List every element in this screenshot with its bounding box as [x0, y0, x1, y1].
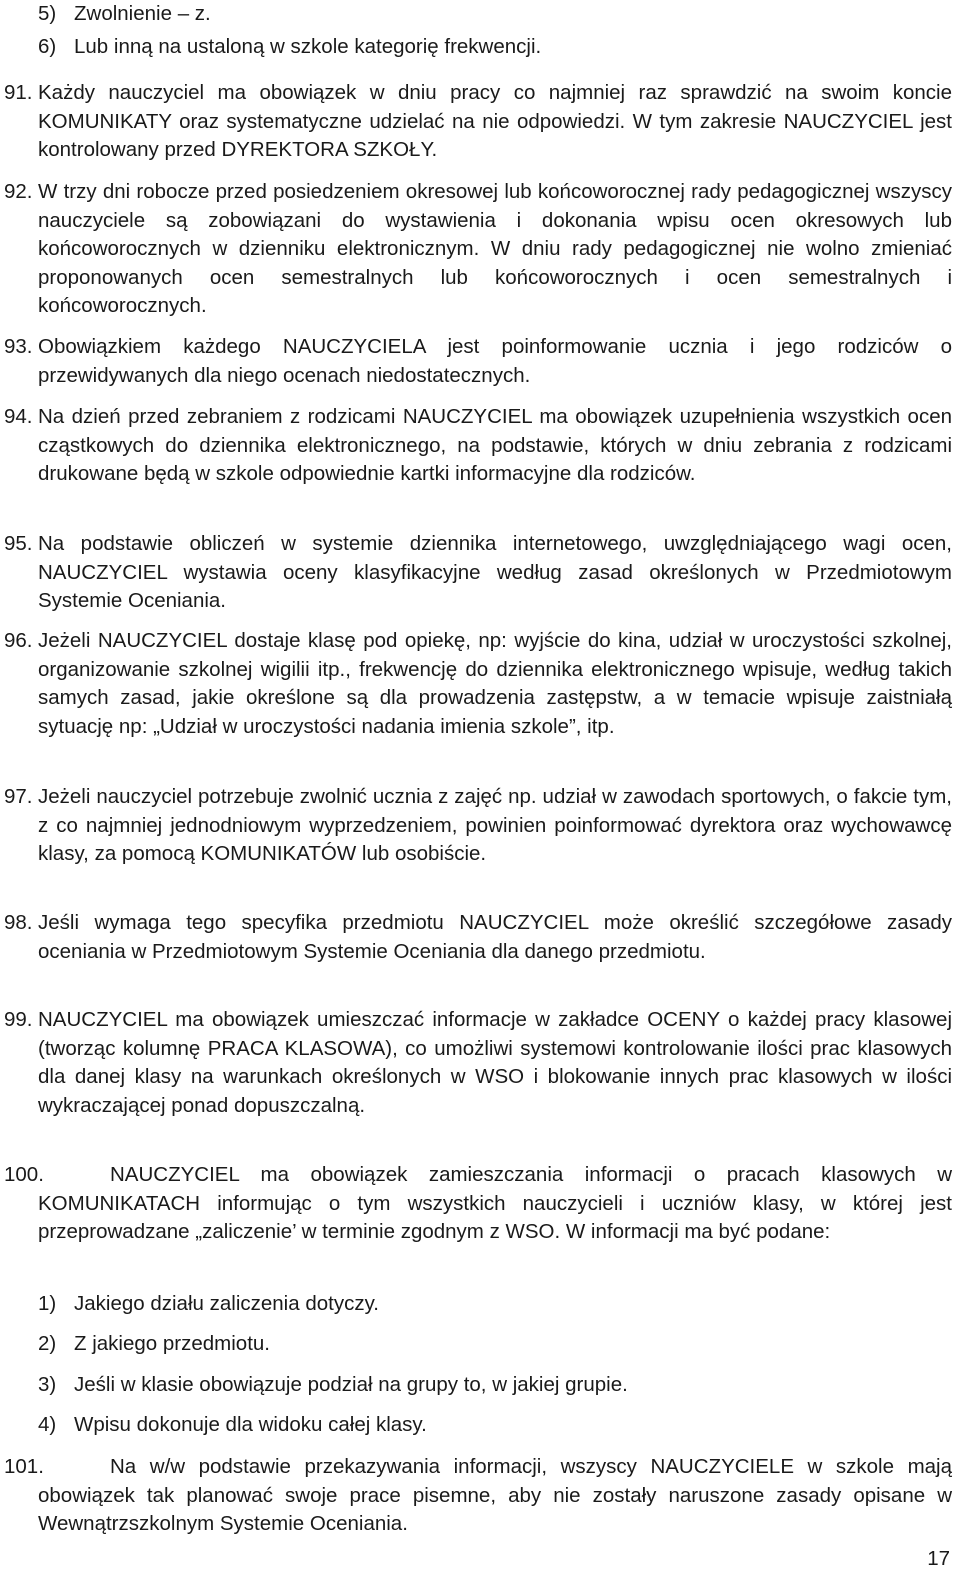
paragraph-text: NAUCZYCIEL ma obowiązek zamieszczania informacji o pracach klasowych w KOMUNIKATACH informując o tym wszystkich nauczycieli i uczniów klasy, w której jest przeprowadzane „zaliczenie’ w terminie zgodnym z WSO. W informacji ma być podane:	[38, 1163, 952, 1243]
list-item-text: Wpisu dokonuje dla widoku całej klasy.	[74, 1413, 427, 1436]
list-item-number: 6)	[38, 35, 57, 58]
paragraph-number: 98.	[4, 911, 33, 934]
paragraph-text: Jeżeli NAUCZYCIEL dostaje klasę pod opiekę, np: wyjście do kina, udział w uroczystości szkolnej, organizowanie szkolnej wigilii itp., frekwencję do dziennika elektronicznego wpisuje, według takich samych zasad, jakie określone są dla prowadzenia zastępstw, a w temacie wpisuje zaistniałą sytuację np: „Udział w uroczystości nadania imienia szkole”, itp.	[38, 629, 952, 738]
paragraph-text: Jeżeli nauczyciel potrzebuje zwolnić ucznia z zajęć np. udział w zawodach sportowych, o fakcie tym, z co najmniej jednodniowym wyprzedzeniem, powinien poinformować dyrektora oraz wychowawcę klasy, za pomocą KOMUNIKATÓW lub osobiście.	[38, 785, 952, 865]
list-item	[38, 1290, 938, 1318]
list-item	[38, 1411, 938, 1439]
paragraph-number: 95.	[4, 532, 33, 555]
paragraph-text: Na w/w podstawie przekazywania informacji, wszyscy NAUCZYCIELE w szkole mają obowiązek tak planować swoje prace pisemne, aby nie zostały naruszone zasady opisane w Wewnątrzszkolnym Systemie Oceniania.	[38, 1455, 952, 1535]
paragraph-99	[4, 1006, 952, 1120]
paragraph-100	[4, 1161, 952, 1247]
list-item-number: 3)	[38, 1373, 57, 1396]
paragraph-number: 99.	[4, 1008, 33, 1031]
paragraph-text: Każdy nauczyciel ma obowiązek w dniu pracy co najmniej raz sprawdzić na swoim koncie KOMUNIKATY oraz systematyczne udzielać na nie odpowiedzi. W tym zakresie NAUCZYCIEL jest kontrolowany przed DYREKTORA SZKOŁY.	[38, 81, 952, 161]
paragraph-number: 96.	[4, 629, 33, 652]
paragraph-101	[4, 1453, 952, 1539]
paragraph-97	[4, 783, 952, 869]
paragraph-number: 91.	[4, 81, 33, 104]
paragraph-text: Na dzień przed zebraniem z rodzicami NAUCZYCIEL ma obowiązek uzupełnienia wszystkich ocen cząstkowych do dziennika elektronicznego, na podstawie, których w dniu zebrania z rodzicami drukowane będą w szkole odpowiednie kartki informacyjne dla rodziców.	[38, 405, 952, 485]
list-item	[38, 0, 938, 28]
list-item-text: Z jakiego przedmiotu.	[74, 1332, 270, 1355]
paragraph-91	[4, 79, 952, 165]
paragraph-number: 92.	[4, 180, 33, 203]
paragraph-text: Obowiązkiem każdego NAUCZYCIELA jest poinformowanie ucznia i jego rodziców o przewidywanych dla niego ocenach niedostatecznych.	[38, 335, 952, 387]
paragraph-98	[4, 909, 952, 966]
list-item-text: Zwolnienie – z.	[74, 2, 211, 25]
paragraph-95	[4, 530, 952, 616]
paragraph-text: Na podstawie obliczeń w systemie dziennika internetowego, uwzględniającego wagi ocen, NAUCZYCIEL wystawia oceny klasyfikacyjne według zasad określonych w Przedmiotowym Systemie Oceniania.	[38, 532, 952, 612]
paragraph-number: 94.	[4, 405, 33, 428]
paragraph-text: W trzy dni robocze przed posiedzeniem okresowej lub końcoworocznej rady pedagogicznej wszyscy nauczyciele są zobowiązani do wystawienia i dokonania wpisu ocen okresowych lub końcoworocznych w dzienniku elektronicznym. W dniu rady pedagogicznej nie wolno zmieniać proponowanych ocen semestralnych lub końcoworocznych i ocen semestralnych i końcoworocznych.	[38, 180, 952, 317]
paragraph-text: NAUCZYCIEL ma obowiązek umieszczać informacje w zakładce OCENY o każdej pracy klasowej (tworząc kolumnę PRACA KLASOWA), co umożliwi systemowi kontrolowanie ilości prac klasowych dla danej klasy na warunkach określonych w WSO i blokowanie innych prac klasowych w ilości wykraczającej ponad dopuszczalną.	[38, 1008, 952, 1117]
paragraph-number: 101.	[4, 1455, 44, 1478]
paragraph-number: 100.	[4, 1163, 44, 1186]
list-item-text: Jakiego działu zaliczenia dotyczy.	[74, 1292, 379, 1315]
list-item-number: 1)	[38, 1292, 57, 1315]
list-item-number: 5)	[38, 2, 57, 25]
paragraph-93	[4, 333, 952, 390]
paragraph-number: 97.	[4, 785, 33, 808]
list-item-number: 4)	[38, 1413, 57, 1436]
paragraph-96	[4, 627, 952, 741]
list-item-text: Lub inną na ustaloną w szkole kategorię frekwencji.	[74, 35, 542, 58]
list-item	[38, 1330, 938, 1358]
paragraph-94	[4, 403, 952, 489]
page-number: 17	[927, 1547, 950, 1570]
paragraph-92	[4, 178, 952, 321]
paragraph-number: 93.	[4, 335, 33, 358]
list-item-text: Jeśli w klasie obowiązuje podział na grupy to, w jakiej grupie.	[74, 1373, 628, 1396]
list-item	[38, 1371, 938, 1399]
paragraph-text: Jeśli wymaga tego specyfika przedmiotu NAUCZYCIEL może określić szczegółowe zasady oceniania w Przedmiotowym Systemie Oceniania dla danego przedmiotu.	[38, 911, 952, 963]
list-item	[38, 33, 938, 61]
list-item-number: 2)	[38, 1332, 57, 1355]
